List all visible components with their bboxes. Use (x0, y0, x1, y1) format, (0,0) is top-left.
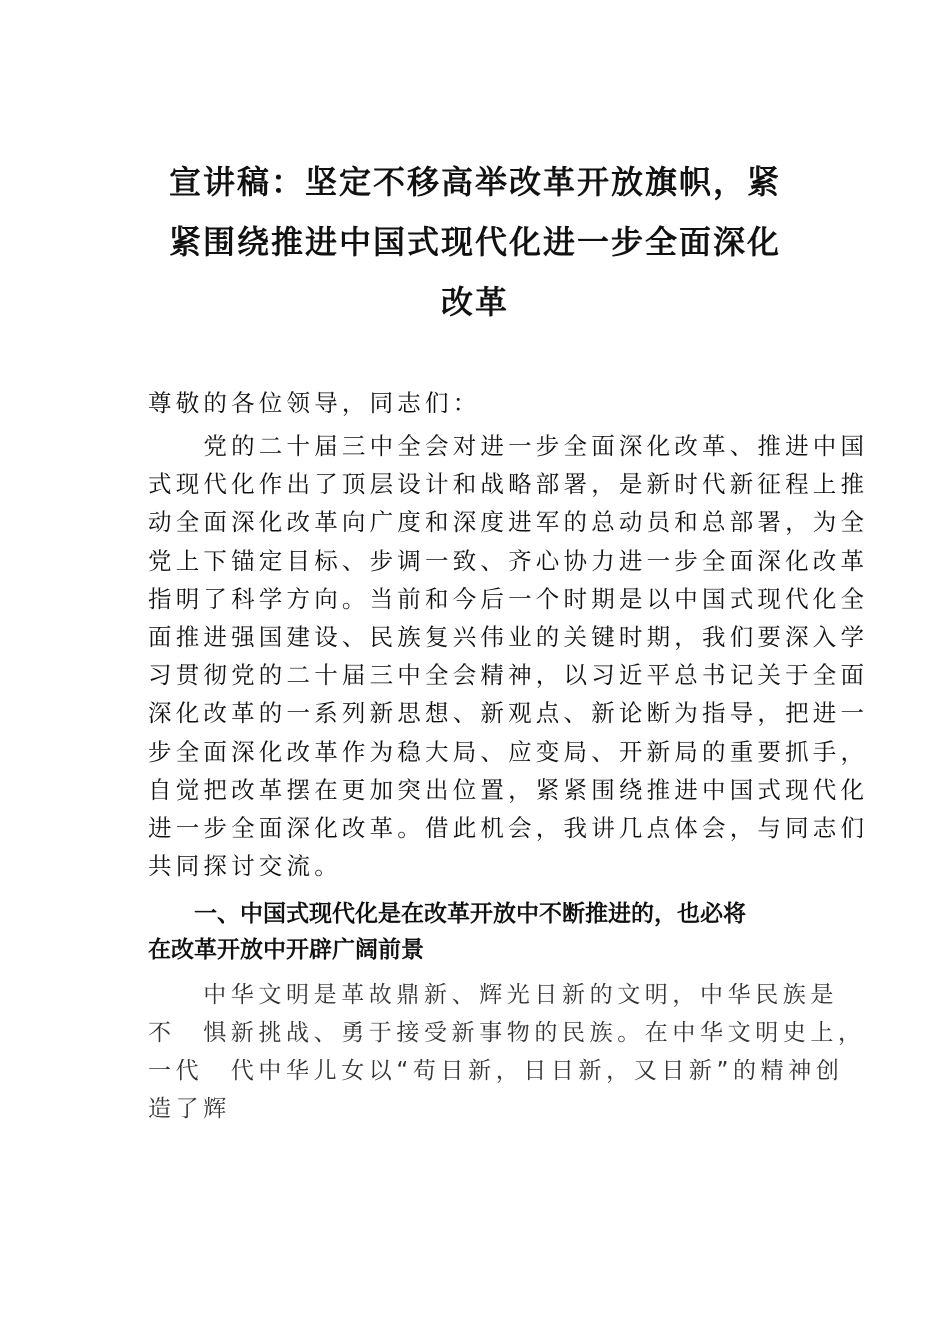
paragraph-line: 习贯彻党的二十届三中全会精神，以习近平总书记关于全面 (148, 661, 869, 690)
title-line: 改革 (440, 283, 509, 321)
section-heading-1 (148, 896, 814, 968)
paragraph-intro (148, 427, 869, 885)
title-line: 紧围绕推进中国式现代化进一步全面深化 (168, 223, 781, 261)
paragraph-line: 指明了科学方向。当前和今后一个时期是以中国式现代化全 (148, 584, 869, 613)
title-line: 宣讲稿：坚定不移高举改革开放旗帜，紧 (168, 163, 781, 201)
paragraph-line: 党的二十届三中全会对进一步全面深化改革、推进中国 (148, 432, 869, 460)
paragraph-line: 式现代化作出了顶层设计和战略部署，是新时代新征程上推 (148, 470, 869, 499)
paragraph-section-1 (148, 976, 866, 1128)
paragraph-line: 深化改革的一系列新思想、新观点、新论断为指导，把进一 (148, 699, 869, 728)
paragraph-line: 步全面深化改革作为稳大局、应变局、开新局的重要抓手， (148, 737, 869, 766)
paragraph-line: 共同探讨交流。 (148, 852, 342, 881)
paragraph-line: 一代 代中华儿女以“苟日新，日日新，又日新”的精神创 (148, 1058, 844, 1084)
paragraph-line: 党上下锚定目标、步调一致、齐心协力进一步全面深化改革 (148, 546, 869, 575)
paragraph-line: 中华文明是革故鼎新、辉光日新的文明，中华民族是 (148, 982, 838, 1008)
heading-line: 在改革开放中开辟广阔前景 (148, 937, 424, 963)
paragraph-line: 进一步全面深化改革。借此机会，我讲几点体会，与同志们 (148, 814, 869, 843)
salutation (148, 384, 814, 422)
paragraph-line: 面推进强国建设、民族复兴伟业的关键时期，我们要深入学 (148, 623, 869, 652)
paragraph-line: 动全面深化改革向广度和深度进军的总动员和总部署，为全 (148, 508, 869, 537)
paragraph-line: 不 惧新挑战、勇于接受新事物的民族。在中华文明史上， (148, 1020, 866, 1046)
document-title (148, 152, 802, 332)
paragraph-line: 造了辉 (148, 1096, 231, 1122)
paragraph-line: 自觉把改革摆在更加突出位置，紧紧围绕推进中国式现代化 (148, 775, 869, 804)
heading-line: 一、中国式现代化是在改革开放中不断推进的，也必将 (148, 901, 746, 927)
salutation-text: 尊敬的各位领导，同志们： (148, 389, 481, 417)
